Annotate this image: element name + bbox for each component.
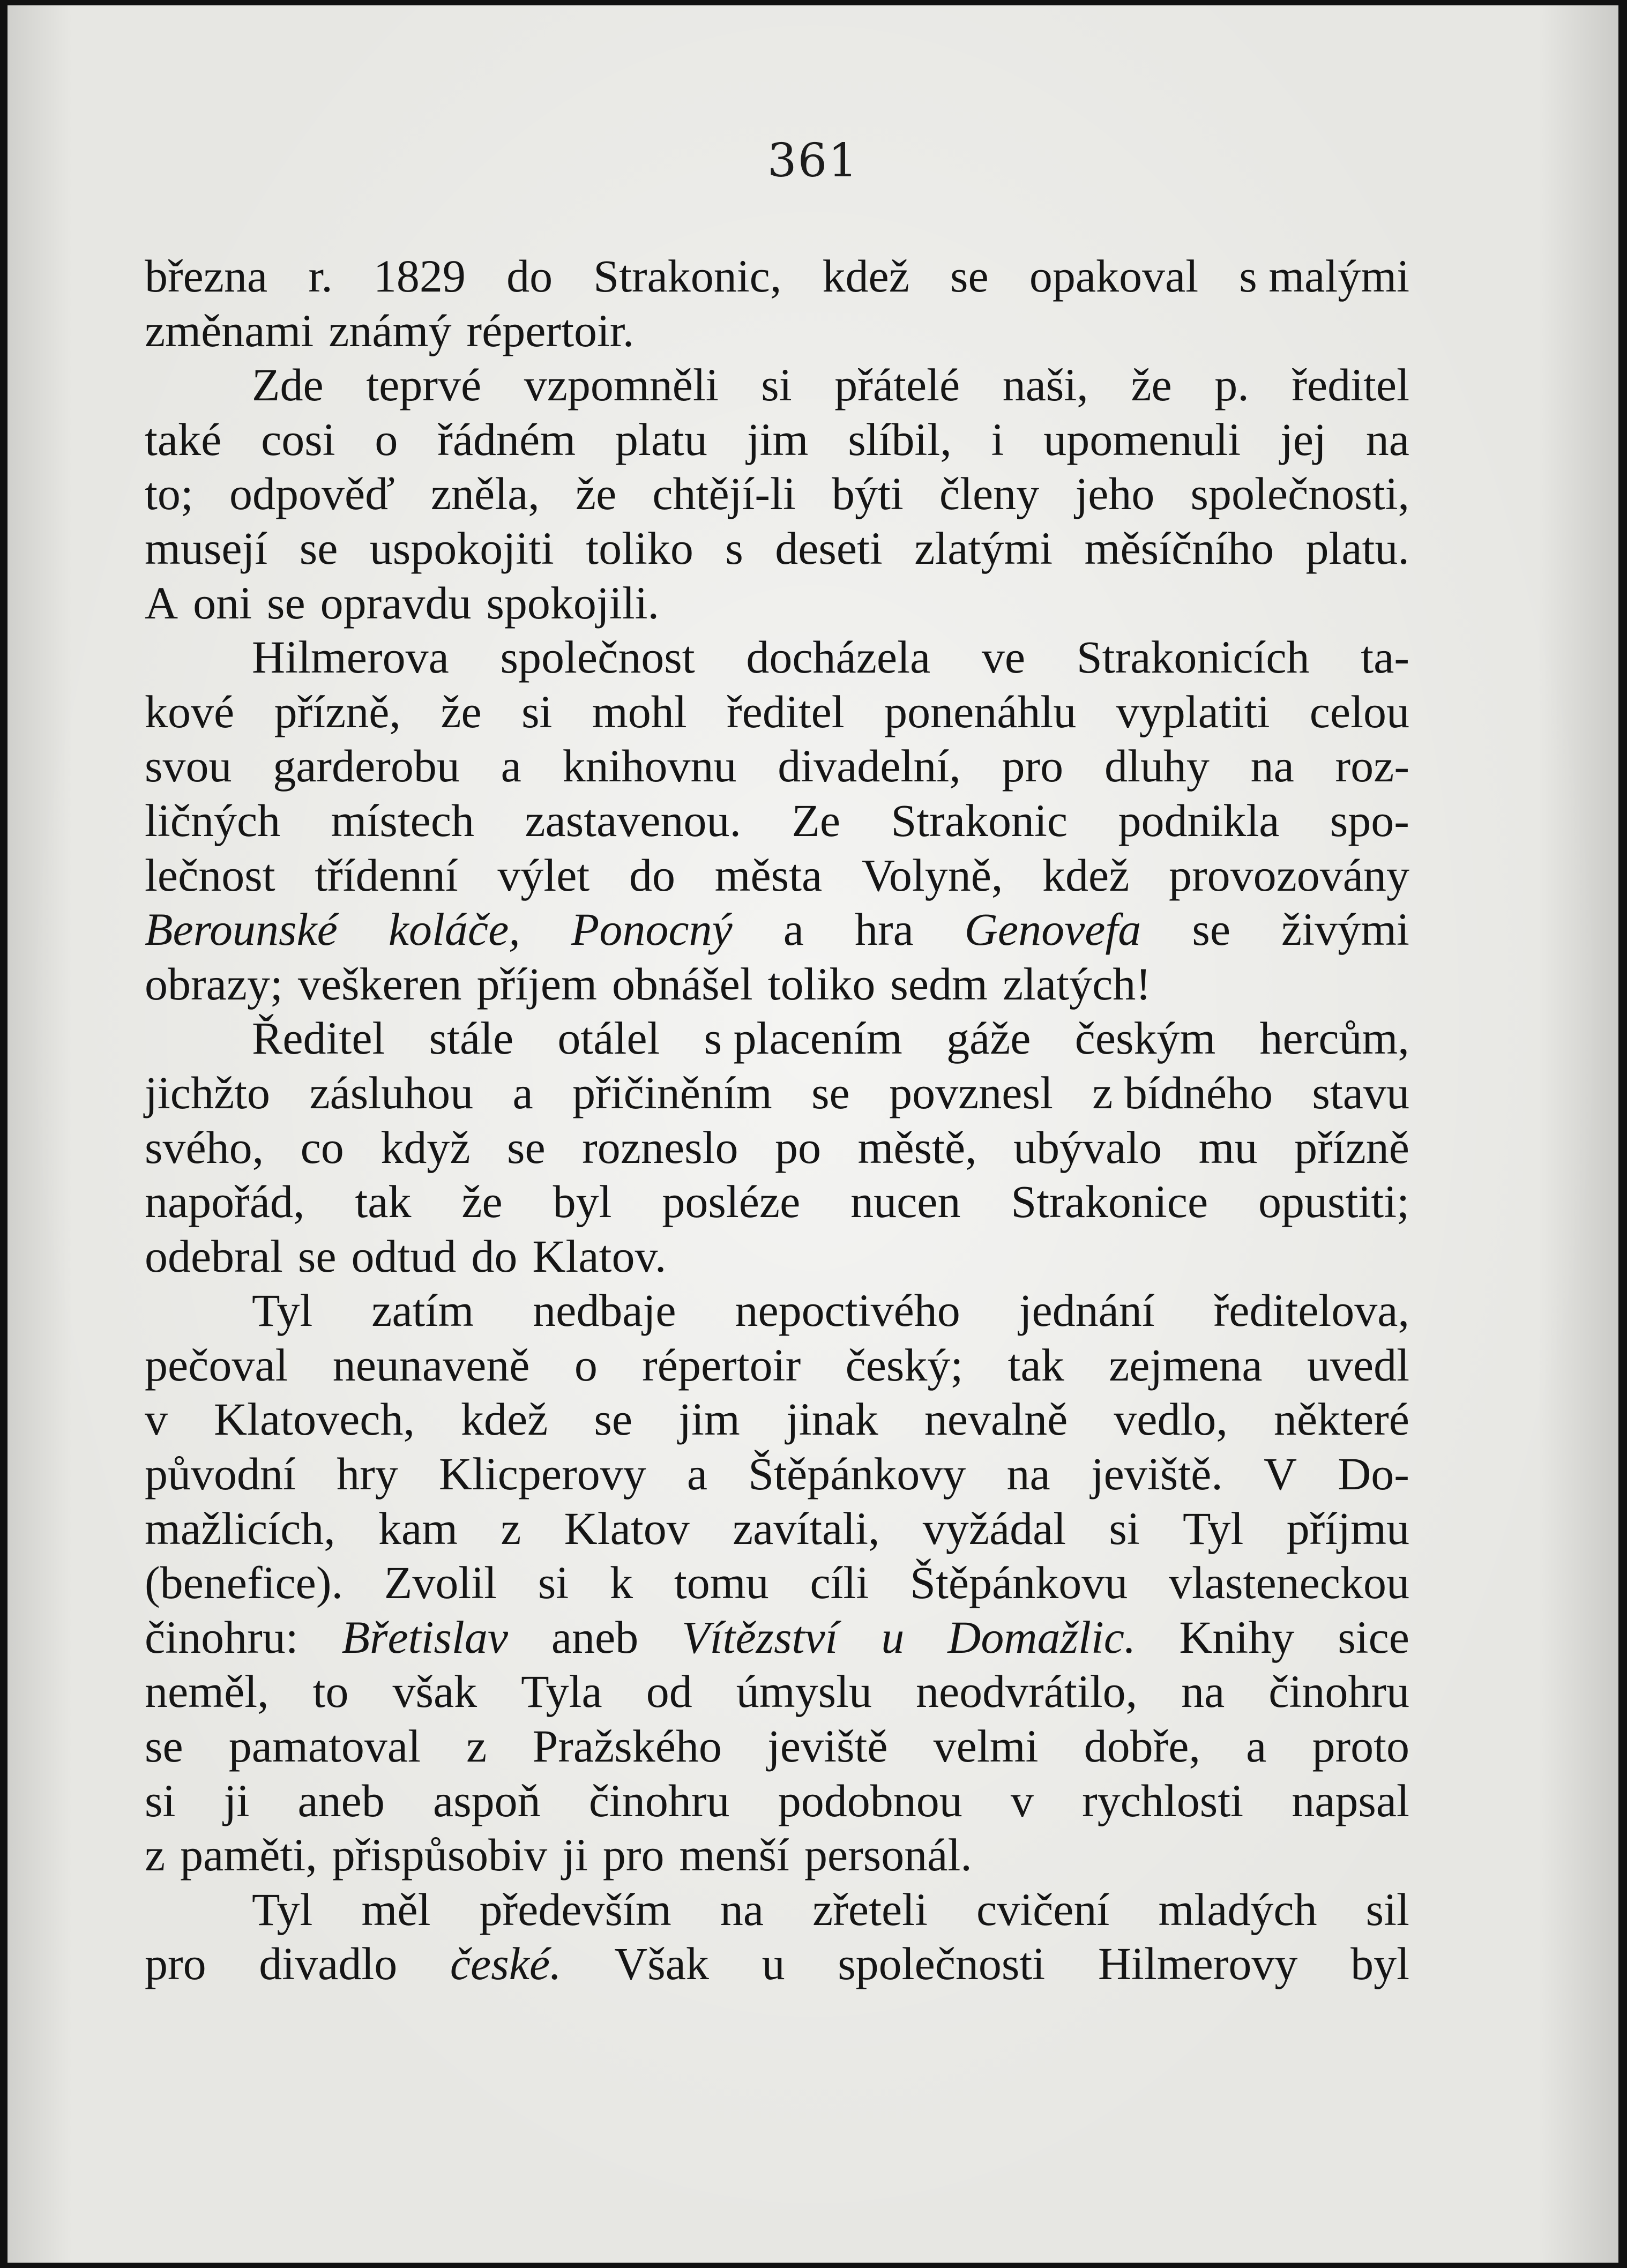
word: mohl [592, 685, 687, 737]
word: to [312, 1666, 349, 1718]
word: od [646, 1666, 692, 1718]
word: ve [981, 631, 1026, 683]
word: se [297, 1230, 337, 1282]
word: ředitel [727, 685, 845, 737]
word: také [145, 413, 222, 465]
word: kové [145, 685, 235, 737]
word: lečnost [145, 849, 275, 901]
word: Strakonic, [593, 250, 782, 302]
word: po [774, 1121, 821, 1173]
word: svého, [145, 1121, 264, 1173]
word: vedlo, [1114, 1393, 1228, 1445]
word: k [610, 1557, 633, 1609]
word: se [267, 577, 305, 629]
word: do [471, 1230, 518, 1282]
word: celou [1309, 685, 1409, 737]
text-line [145, 1719, 1409, 1774]
word: Domažlic. [947, 1611, 1136, 1663]
word: jim [678, 1393, 740, 1445]
word: vlasteneckou [1169, 1557, 1409, 1609]
word: gáže [946, 1012, 1031, 1064]
word: podobnou [778, 1774, 962, 1826]
word: českým [1074, 1012, 1216, 1064]
text-line [145, 1937, 1409, 1991]
word: jeho [1075, 468, 1155, 520]
word: činohru: [145, 1611, 298, 1663]
word: a [1246, 1720, 1267, 1772]
word: velmi [933, 1720, 1039, 1772]
word: na [1006, 1448, 1050, 1500]
word: se [811, 1066, 850, 1118]
word: v [145, 1393, 168, 1445]
page-number: 361 [767, 134, 859, 188]
word: u [762, 1938, 785, 1990]
word: proto [1312, 1720, 1409, 1772]
word: si [761, 359, 792, 411]
word: Štěpánkovy [748, 1448, 966, 1500]
word: a [783, 904, 804, 956]
word: naši, [1002, 359, 1088, 411]
word: platu [615, 413, 707, 465]
word: zastavenou. [525, 794, 741, 846]
word: tomu [674, 1557, 769, 1609]
word: Hilmerovy [1098, 1938, 1298, 1990]
word: répertoir [642, 1339, 801, 1391]
text-line [145, 739, 1409, 794]
text-line [145, 576, 1409, 631]
word: činohru [1268, 1666, 1409, 1718]
word: Knihy [1179, 1611, 1295, 1663]
word: z [501, 1502, 521, 1554]
word: ubývalo [1013, 1121, 1162, 1173]
word: a [501, 740, 521, 792]
word: musejí [145, 522, 268, 574]
word: Tyl [252, 1883, 313, 1935]
word: odpověď [229, 468, 395, 520]
word: odebral [145, 1230, 283, 1282]
word: Strakonic [891, 794, 1068, 846]
text-line [145, 1338, 1409, 1393]
word: o [375, 413, 398, 465]
word: si [1109, 1502, 1140, 1554]
text-line [145, 1121, 1409, 1175]
word: známý [329, 304, 452, 356]
word: hry [337, 1448, 398, 1500]
word: členy [939, 468, 1040, 520]
word: přízně [1294, 1121, 1409, 1173]
word: mladých [1158, 1883, 1317, 1935]
word: koláče, [388, 904, 520, 956]
word: s malými [1239, 250, 1409, 302]
word: Pražského [532, 1720, 722, 1772]
word: menší [679, 1829, 789, 1881]
word: zásluhou [309, 1066, 474, 1118]
word: deseti [775, 522, 883, 574]
word: p. [1214, 359, 1249, 411]
word: se [299, 522, 338, 574]
word: uspokojiti [369, 522, 554, 574]
word: nepoctivého [735, 1285, 960, 1337]
word: ličných [145, 794, 281, 846]
word: na [1365, 413, 1409, 465]
word: 1829 [373, 250, 466, 302]
word: Tyl [252, 1285, 313, 1337]
word: Zde [252, 359, 324, 411]
word: opustiti; [1258, 1176, 1409, 1228]
word: do [506, 250, 553, 302]
word: toliko [767, 958, 876, 1010]
word: jinak [786, 1393, 878, 1445]
word: český; [845, 1339, 964, 1391]
word: aspoň [433, 1774, 541, 1826]
text-line [145, 1828, 1409, 1883]
word: se [506, 1121, 546, 1173]
word: městě, [857, 1121, 977, 1173]
word: posléze [662, 1176, 801, 1228]
word: výlet [497, 849, 590, 901]
word: napořád, [145, 1176, 305, 1228]
word: Ředitel [252, 1012, 385, 1064]
word: měl [361, 1883, 431, 1935]
text-line [145, 1447, 1409, 1502]
word: z bídného [1092, 1066, 1273, 1118]
word: neunaveně [332, 1339, 530, 1391]
word: oni [193, 577, 252, 629]
word: teprvé [366, 359, 482, 411]
word: si [521, 685, 553, 737]
word: živými [1281, 904, 1409, 956]
text-line [145, 957, 1409, 1012]
word: zněla, [430, 468, 540, 520]
word: původní [145, 1448, 296, 1500]
word: chtějí-li [652, 468, 796, 520]
word: stavu [1312, 1066, 1409, 1118]
text-line [145, 1066, 1409, 1121]
word: ředitel [1292, 359, 1409, 411]
word: zlatých! [1002, 958, 1151, 1010]
word: Klatov. [532, 1230, 667, 1282]
word: do [629, 849, 675, 901]
word: provozovány [1169, 849, 1409, 901]
word: otálel [557, 1012, 660, 1064]
word: upomenuli [1043, 413, 1241, 465]
word: neodvrátilo, [915, 1666, 1138, 1718]
word: že [1131, 359, 1172, 411]
word: když [380, 1121, 471, 1173]
text-line [145, 1502, 1409, 1556]
word: Zvolil [384, 1557, 497, 1609]
word: veškeren [297, 958, 462, 1010]
word: Strakonicích [1076, 631, 1310, 683]
text-line [145, 630, 1409, 685]
word: ji [562, 1829, 588, 1881]
word: společnosti, [1190, 468, 1409, 520]
word: pro [1002, 740, 1064, 792]
word: jeviště [767, 1720, 888, 1772]
word: Ze [792, 794, 841, 846]
word: platu. [1305, 522, 1409, 574]
word: Štěpánkovu [910, 1557, 1128, 1609]
word: přátelé [834, 359, 960, 411]
word: kam [378, 1502, 458, 1554]
word: divadlo [259, 1938, 398, 1990]
word: společnosti [838, 1938, 1046, 1990]
word: však [392, 1666, 477, 1718]
word: kdež [822, 250, 909, 302]
word: pamatoval [228, 1720, 421, 1772]
word: jednání [1019, 1285, 1155, 1337]
word: hercům, [1259, 1012, 1409, 1064]
word: tak [355, 1176, 412, 1228]
word: byl [1350, 1938, 1409, 1990]
word: jeviště. [1091, 1448, 1223, 1500]
word: ji [223, 1774, 250, 1826]
word: se [950, 250, 989, 302]
word: přispůsobiv [332, 1829, 548, 1881]
text-line [145, 1774, 1409, 1829]
word: kdež [1042, 849, 1130, 901]
word: nevalně [924, 1393, 1068, 1445]
word: ředitelova, [1213, 1285, 1409, 1337]
word: se [1192, 904, 1230, 956]
text-line [145, 249, 1409, 304]
text-line [145, 1392, 1409, 1447]
text-line [145, 794, 1409, 848]
word: přízně, [274, 685, 401, 737]
word: vyplatiti [1116, 685, 1270, 737]
word: r. [308, 250, 333, 302]
word: napsal [1292, 1774, 1409, 1826]
text-line [145, 521, 1409, 576]
word: pro [145, 1938, 206, 1990]
word: jej [1280, 413, 1326, 465]
word: především [479, 1883, 671, 1935]
text-line [145, 413, 1409, 467]
word: ta- [1361, 631, 1409, 683]
word: zejmena [1109, 1339, 1263, 1391]
word: v [1010, 1774, 1034, 1826]
word: na [1181, 1666, 1225, 1718]
word: jichžto [145, 1066, 271, 1118]
word: místech [331, 794, 475, 846]
word: garderobu [273, 740, 460, 792]
word: přičiněním [572, 1066, 772, 1118]
word: stále [429, 1012, 514, 1064]
text-line [145, 902, 1409, 957]
text-line [145, 467, 1409, 521]
word: opakoval [1029, 250, 1199, 302]
word: spo- [1330, 794, 1409, 846]
text-line [145, 1665, 1409, 1719]
word: zlatými [914, 522, 1053, 574]
text-line [145, 1175, 1409, 1229]
text-line [145, 1229, 1409, 1284]
word: se [145, 1720, 183, 1772]
word: tak [1007, 1339, 1064, 1391]
text-line [145, 1883, 1409, 1937]
book-page [8, 5, 1618, 2263]
text-line [145, 1610, 1409, 1665]
word: z [145, 1829, 166, 1881]
text-line [145, 1011, 1409, 1066]
word: rozneslo [582, 1121, 738, 1173]
word: A [145, 577, 178, 629]
word: pečoval [145, 1339, 288, 1391]
word: Břetislav [341, 1611, 508, 1663]
word: paměti, [180, 1829, 317, 1881]
word: répertoir. [466, 304, 635, 356]
word: svou [145, 740, 232, 792]
word: Berounské [145, 904, 338, 956]
word: slíbil, [848, 413, 952, 465]
word: Klatov [564, 1502, 690, 1554]
word: mažlicích, [145, 1502, 335, 1554]
word: byl [553, 1176, 612, 1228]
word: Tyl [1183, 1502, 1244, 1554]
word: obrazy; [145, 958, 283, 1010]
word: pro [602, 1829, 665, 1881]
word: si [538, 1557, 569, 1609]
word: Hilmerova [252, 631, 449, 683]
word: města [714, 849, 823, 901]
word: vyžádal [922, 1502, 1066, 1554]
word: Tyla [521, 1666, 602, 1718]
word: zatím [371, 1285, 474, 1337]
word: personál. [804, 1829, 972, 1881]
word: některé [1273, 1393, 1409, 1445]
word: obnášel [612, 958, 753, 1010]
word: neměl, [145, 1666, 269, 1718]
word: aneb [551, 1611, 639, 1663]
word: sedm [890, 958, 988, 1010]
word: cvičení [976, 1883, 1110, 1935]
word: uvedl [1307, 1339, 1409, 1391]
word: že [461, 1176, 503, 1228]
word: povznesl [889, 1066, 1053, 1118]
word: Volyně, [861, 849, 1003, 901]
word: spokojili. [486, 577, 660, 629]
word: společnost [500, 631, 695, 683]
word: příjem [476, 958, 597, 1010]
word: na [720, 1883, 764, 1935]
word: Vítězství [682, 1611, 838, 1663]
word: docházela [746, 631, 931, 683]
word: i [991, 413, 1004, 465]
word: zavítali, [732, 1502, 880, 1554]
word: vzpomněli [524, 359, 719, 411]
word: ponenáhlu [884, 685, 1077, 737]
word: sil [1365, 1883, 1409, 1935]
text-line [145, 685, 1409, 740]
word: opravdu [320, 577, 472, 629]
text-line [145, 848, 1409, 903]
body-text [145, 249, 1409, 1991]
word: nedbaje [533, 1285, 676, 1337]
word: Strakonice [1011, 1176, 1208, 1228]
word: se [594, 1393, 633, 1445]
word: Klatovech, [214, 1393, 415, 1445]
word: činohru [588, 1774, 730, 1826]
text-line [145, 304, 1409, 359]
word: podnikla [1118, 794, 1280, 846]
word: třídenní [315, 849, 458, 901]
word: mu [1198, 1121, 1258, 1173]
word: to; [145, 468, 193, 520]
word: býti [831, 468, 904, 520]
word: Genovefa [964, 904, 1141, 956]
word: a [512, 1066, 533, 1118]
word: měsíčního [1084, 522, 1274, 574]
word: české. [450, 1938, 562, 1990]
word: dobře, [1084, 1720, 1200, 1772]
word: cíli [810, 1557, 869, 1609]
word: změnami [145, 304, 314, 356]
word: roz- [1335, 740, 1409, 792]
word: úmyslu [736, 1666, 872, 1718]
word: sice [1338, 1611, 1409, 1663]
word: Do- [1338, 1448, 1409, 1500]
word: března [145, 250, 268, 302]
word: zřeteli [812, 1883, 928, 1935]
word: Klicperovy [438, 1448, 646, 1500]
word: na [1250, 740, 1294, 792]
word: jim [747, 413, 809, 465]
text-line [145, 1284, 1409, 1338]
word: Však [614, 1938, 709, 1990]
word: z [466, 1720, 487, 1772]
word: s [725, 522, 743, 574]
word: toliko [586, 522, 693, 574]
word: příjmu [1286, 1502, 1409, 1554]
word: (benefice). [145, 1557, 343, 1609]
word: rychlosti [1082, 1774, 1244, 1826]
word: že [441, 685, 482, 737]
word: V [1263, 1448, 1297, 1500]
word: odtud [351, 1230, 457, 1282]
word: aneb [297, 1774, 385, 1826]
word: hra [854, 904, 914, 956]
word: o [574, 1339, 598, 1391]
word: knihovnu [562, 740, 737, 792]
word: si [145, 1774, 176, 1826]
word: s placením [704, 1012, 902, 1064]
word: že [575, 468, 617, 520]
word: cosi [261, 413, 335, 465]
word: nucen [850, 1176, 961, 1228]
word: Ponocný [571, 904, 733, 956]
word: kdež [461, 1393, 548, 1445]
word: a [686, 1448, 708, 1500]
text-line [145, 358, 1409, 413]
text-line [145, 1556, 1409, 1610]
word: co [300, 1121, 344, 1173]
word: divadelní, [778, 740, 961, 792]
word: řádném [437, 413, 576, 465]
word: u [881, 1611, 905, 1663]
word: dluhy [1104, 740, 1210, 792]
